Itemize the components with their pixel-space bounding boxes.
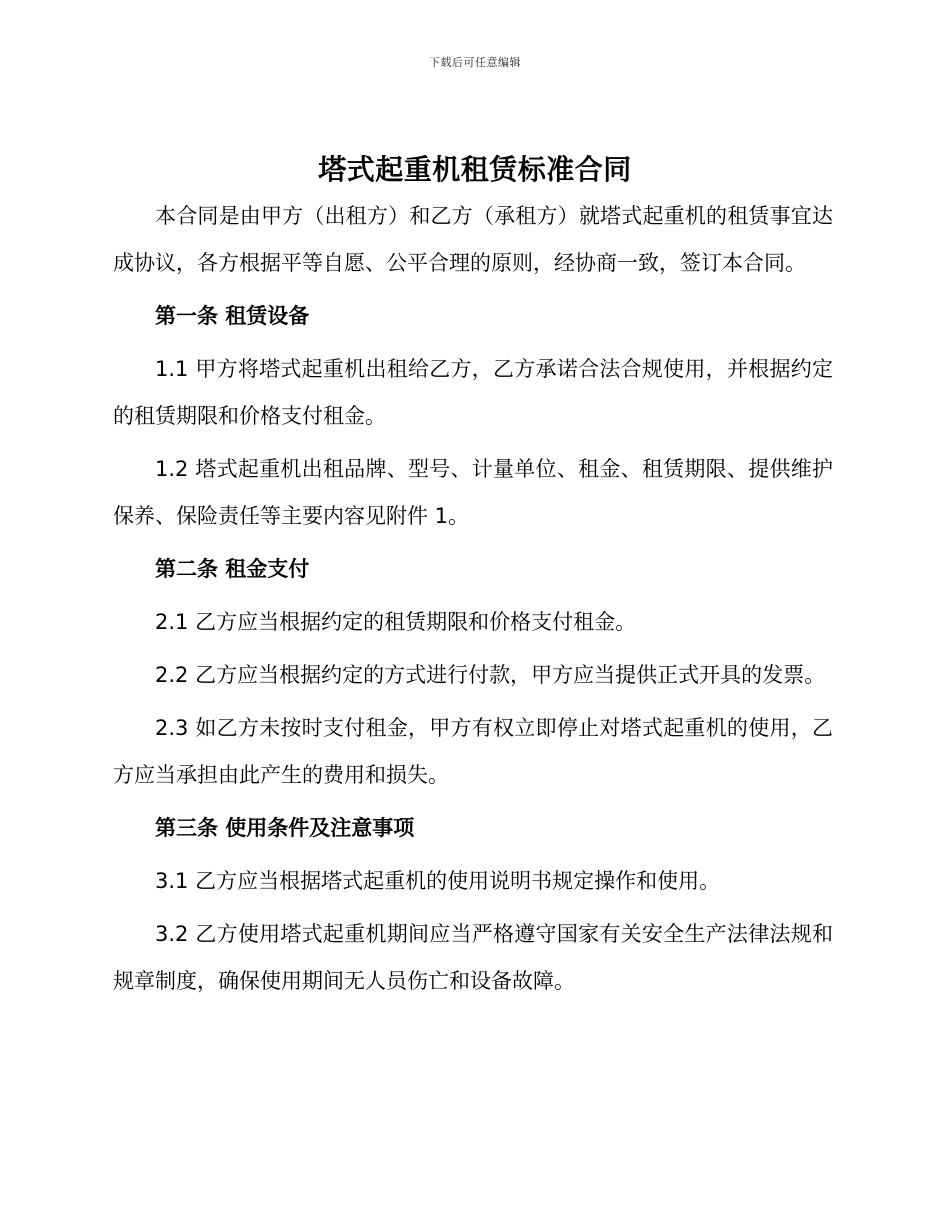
- page-header-note: 下载后可任意编辑: [429, 56, 521, 69]
- section-heading-3: 第三条 使用条件及注意事项: [155, 816, 415, 840]
- clause-3-1: 3.1 乙方应当根据塔式起重机的使用说明书规定操作和使用。: [155, 869, 721, 893]
- section-heading-1: 第一条 租赁设备: [155, 304, 310, 328]
- intro-paragraph: 本合同是由甲方（出租方）和乙方（承租方）就塔式起重机的租赁事宜达成协议，各方根据平等自愿、公平合理的原则，经协商一致，签订本合同。: [113, 204, 833, 275]
- clause-1-1: 1.1 甲方将塔式起重机出租给乙方，乙方承诺合法合规使用，并根据约定的租赁期限和价格支付租金。: [113, 357, 833, 428]
- clause-3-2: 3.2 乙方使用塔式起重机期间应当严格遵守国家有关安全生产法律法规和规章制度，确保使用期间无人员伤亡和设备故障。: [113, 922, 833, 993]
- clause-1-2: 1.2 塔式起重机出租品牌、型号、计量单位、租金、租赁期限、提供维护保养、保险责任等主要内容见附件 1。: [113, 457, 833, 528]
- document-body: [113, 193, 833, 1011]
- document-title: 塔式起重机租赁标准合同: [318, 153, 632, 186]
- clause-2-1: 2.1 乙方应当根据约定的租赁期限和价格支付租金。: [155, 610, 637, 634]
- clause-2-3: 2.3 如乙方未按时支付租金，甲方有权立即停止对塔式起重机的使用，乙方应当承担由此产生的费用和损失。: [113, 716, 833, 787]
- clause-2-2: 2.2 乙方应当根据约定的方式进行付款，甲方应当提供正式开具的发票。: [155, 663, 826, 687]
- section-heading-2: 第二条 租金支付: [155, 557, 310, 581]
